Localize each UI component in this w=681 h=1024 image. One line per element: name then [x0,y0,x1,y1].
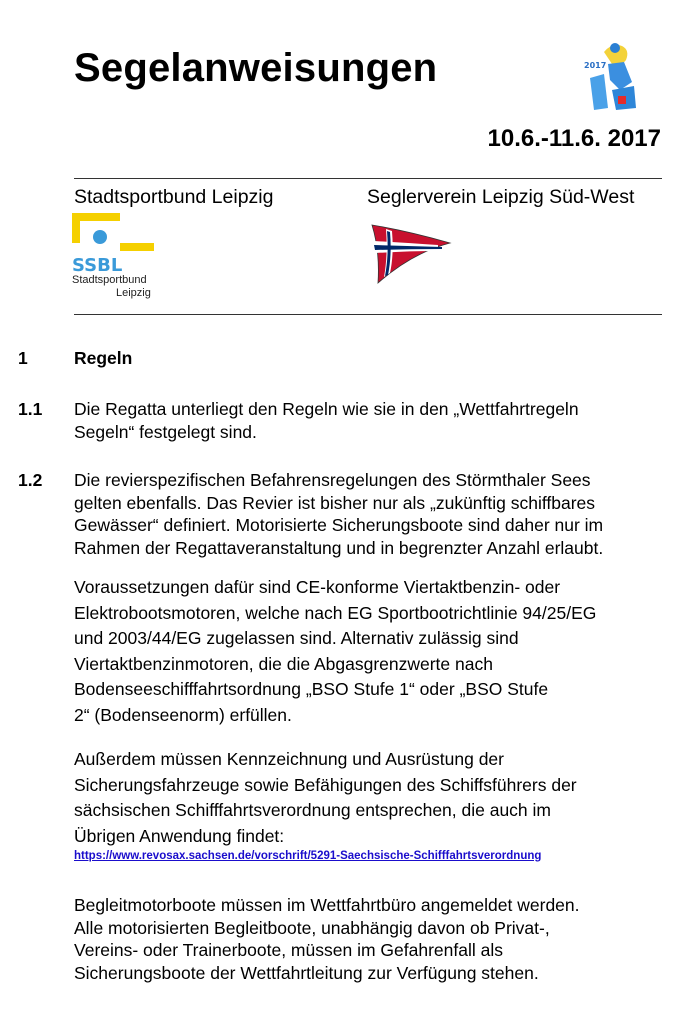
ssbl-caption-line1: Stadtsportbund [72,274,147,286]
section-1-1-number: 1.1 [18,399,43,419]
text-line: sächsischen Schifffahrtsverordnung entsprechen, die auch im [74,800,551,820]
text-line: Sicherungsboote der Wettfahrtleitung zur Verfügung stehen. [74,962,539,983]
sail-shape [590,74,608,110]
section-1-2-para3 [74,747,664,849]
sparkasse-mark-shape [618,96,626,104]
text-line: Die revierspezifischen Befahrensregelungen des Störmthaler Sees [74,470,591,490]
ssbl-caption-line2: Leipzig [116,287,151,299]
ssbl-letters: SSBL [72,255,123,275]
section-1-2-para2 [74,575,664,728]
text-line: Begleitmotorboote müssen im Wettfahrtbüro angemeldet werden. [74,895,580,915]
sailor-head-shape [610,43,620,53]
text-line: Rahmen der Regattaveranstaltung und in begrenzter Anzahl erlaubt. [74,537,604,558]
text-line: 2“ (Bodenseenorm) erfüllen. [74,704,292,725]
text-line: Gewässer“ definiert. Motorisierte Sicherungsboote sind daher nur im [74,515,604,535]
ssbl-dot [93,230,107,244]
organizer-right: Seglerverein Leipzig Süd-West [367,186,635,208]
section-1-number: 1 [18,348,28,368]
text-line: Übrigen Anwendung findet: [74,825,285,846]
section-1-title: Regeln [74,348,133,368]
text-line: Segeln“ festgelegt sind. [74,421,257,442]
text-line: und 2003/44/EG zugelassen sind. Alternativ zulässig sind [74,628,519,648]
text-line: Sicherungsfahrzeuge sowie Befähigungen des Schiffsführers der [74,774,577,795]
text-line: Vereins- oder Trainerboote, müssen im Gefahrenfall als [74,940,503,960]
regatta-year: 2017 [584,61,607,70]
revosax-link[interactable]: https://www.revosax.sachsen.de/vorschrift/5291-Saechsische-Schifffahrtsverordnung [74,850,542,862]
section-1-2-para1 [74,469,664,559]
event-date: 10.6.-11.6. 2017 [487,125,661,152]
ssbl-bar-right [120,243,154,251]
club-pennant-logo [368,221,452,287]
organizer-left: Stadtsportbund Leipzig [74,186,274,208]
pennant-red-shape [372,225,450,283]
sailor-body-shape [608,62,632,90]
text-line: Alle motorisierten Begleitboote, unabhängig davon ob Privat-, [74,917,550,938]
text-line: Voraussetzungen dafür sind CE-konforme Viertaktbenzin- oder [74,577,561,597]
page-title: Segelanweisungen [74,46,438,90]
text-line: Elektrobootsmotoren, welche nach EG Sportbootrichtlinie 94/25/EG [74,602,597,623]
text-line: Viertaktbenzinmotoren, die die Abgasgrenzwerte nach [74,653,493,674]
text-line: Außerdem müssen Kennzeichnung und Ausrüstung der [74,749,504,769]
section-1-2-number: 1.2 [18,470,43,490]
regatta-logo [582,38,642,114]
divider-top [74,178,662,179]
text-line: Bodenseeschifffahrtsordnung „BSO Stufe 1“ oder „BSO Stufe [74,679,549,699]
ssbl-bar-left [72,213,80,243]
section-1-2-para4 [74,894,664,984]
section-1-1-text [74,398,664,443]
divider-bottom [74,314,662,315]
text-line: gelten ebenfalls. Das Revier ist bisher nur als „zukünftig schiffbares [74,492,596,513]
text-line: Die Regatta unterliegt den Regeln wie sie in den „Wettfahrtregeln [74,399,579,419]
ssbl-caption [72,274,151,300]
